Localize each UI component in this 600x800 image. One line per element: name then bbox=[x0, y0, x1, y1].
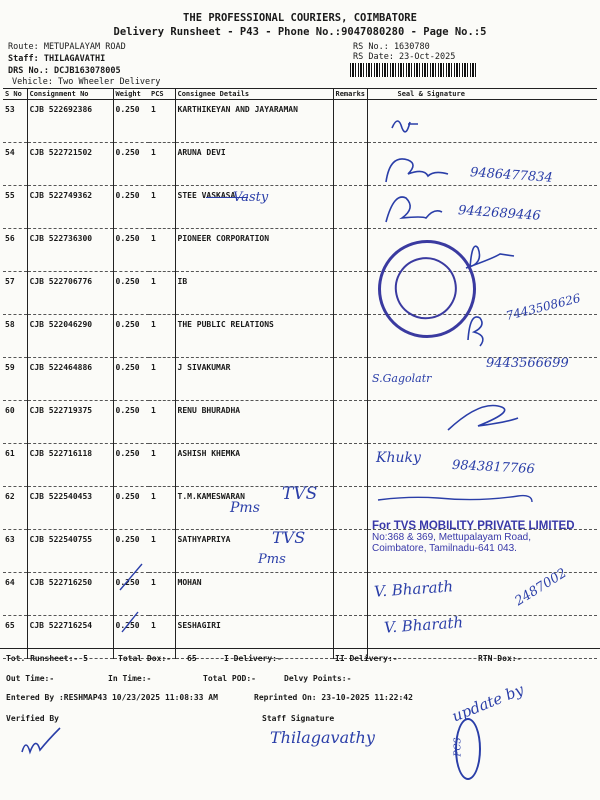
row-sno: 53 bbox=[3, 100, 27, 143]
verified-signature bbox=[22, 728, 60, 752]
stamp-line-1: For TVS MOBILITY PRIVATE LIMITED bbox=[372, 520, 575, 532]
row-pcs: 1 bbox=[149, 616, 175, 659]
row-consignee: MOHAN bbox=[175, 573, 333, 616]
phone-r54: 9486477834 bbox=[469, 165, 554, 186]
pcs-oval bbox=[455, 718, 481, 780]
in-time: In Time:- bbox=[108, 674, 152, 683]
row-weight: 0.250 bbox=[113, 487, 149, 530]
row-consignment: CJB 522706776 bbox=[27, 272, 113, 315]
row-consignee: ASHISH KHEMKA bbox=[175, 444, 333, 487]
staff-label: Staff: THILAGAVATHI bbox=[8, 54, 106, 64]
vehicle-label: Vehicle: Two Wheeler Delivery bbox=[12, 77, 161, 87]
row-consignee: IB bbox=[175, 272, 333, 315]
row-consignee: ARUNA DEVI bbox=[175, 143, 333, 186]
number-r65: 2487002 bbox=[512, 565, 570, 610]
route-label: Route: METUPALAYAM ROAD bbox=[8, 42, 126, 52]
row-weight: 0.250 bbox=[113, 530, 149, 573]
row-pcs: 1 bbox=[149, 487, 175, 530]
row-consignment: CJB 522716250 bbox=[27, 573, 113, 616]
row-pcs: 1 bbox=[149, 143, 175, 186]
phone-r61: 9843817766 bbox=[451, 457, 536, 478]
row-consignee: T.M.KAMESWARAN bbox=[175, 487, 333, 530]
row-weight: 0.250 bbox=[113, 272, 149, 315]
staff-signature: Thilagavathy bbox=[270, 728, 375, 747]
ii-delivery: II Delivery:- bbox=[335, 654, 398, 663]
row-sno: 64 bbox=[3, 573, 27, 616]
delvy-points: Delvy Points:- bbox=[284, 674, 352, 683]
phone-r55: 9442689446 bbox=[457, 203, 542, 224]
signature-r53 bbox=[392, 121, 418, 132]
row-weight: 0.250 bbox=[113, 444, 149, 487]
row-sno: 62 bbox=[3, 487, 27, 530]
total-dox-value: 65 bbox=[187, 654, 197, 663]
signature-r56 bbox=[466, 246, 514, 268]
row-pcs: 1 bbox=[149, 272, 175, 315]
rtn-dox: RTN Dox:- bbox=[478, 654, 522, 663]
row-weight: 0.250 bbox=[113, 315, 149, 358]
row-consignee: KARTHIKEYAN AND JAYARAMAN bbox=[175, 100, 333, 143]
stamp-line-2: No:368 & 369, Mettupalayam Road, bbox=[372, 532, 531, 543]
total-pod: Total POD:- bbox=[203, 674, 256, 683]
row-pcs: 1 bbox=[149, 229, 175, 272]
col-consignee: Consignee Details bbox=[175, 89, 333, 100]
row-consignee: J SIVAKUMAR bbox=[175, 358, 333, 401]
col-remarks: Remarks bbox=[333, 89, 367, 100]
row-sno: 55 bbox=[3, 186, 27, 229]
runsheet-subtitle: Delivery Runsheet - P43 - Phone No.:9047080280 - Page No.:5 bbox=[113, 26, 487, 38]
row-sno: 63 bbox=[3, 530, 27, 573]
row-consignment: CJB 522046290 bbox=[27, 315, 113, 358]
row-consignment: CJB 522540755 bbox=[27, 530, 113, 573]
rs-number: RS No.: 1630780 bbox=[353, 42, 430, 52]
signature-r62 bbox=[378, 496, 532, 502]
row-consignment: CJB 522749362 bbox=[27, 186, 113, 229]
company-stamp bbox=[372, 520, 587, 554]
row-consignment: CJB 522719375 bbox=[27, 401, 113, 444]
col-weight: Weight bbox=[113, 89, 149, 100]
row-consignment: CJB 522736300 bbox=[27, 229, 113, 272]
row-pcs: 1 bbox=[149, 358, 175, 401]
phone-r58: 7443508626 bbox=[504, 290, 582, 324]
note-r63: TVS bbox=[272, 528, 306, 547]
signature-r58 bbox=[468, 317, 483, 346]
row-weight: 0.250 bbox=[113, 186, 149, 229]
rs-date: RS Date: 23-Oct-2025 bbox=[353, 52, 456, 62]
row-sno: 56 bbox=[3, 229, 27, 272]
total-dox-label: Total Dox:- bbox=[118, 654, 171, 663]
oval-text: PCS bbox=[453, 737, 464, 757]
row-pcs: 1 bbox=[149, 100, 175, 143]
row-consignment: CJB 522540453 bbox=[27, 487, 113, 530]
row-weight: 0.250 bbox=[113, 358, 149, 401]
company-title: THE PROFESSIONAL COURIERS, COIMBATORE bbox=[183, 12, 417, 24]
row-pcs: 1 bbox=[149, 401, 175, 444]
staff-signature-label: Staff Signature bbox=[262, 714, 335, 723]
update-note: update by bbox=[449, 680, 527, 726]
row-pcs: 1 bbox=[149, 444, 175, 487]
row-weight: 0.250 bbox=[113, 401, 149, 444]
row-sno: 59 bbox=[3, 358, 27, 401]
row-weight: 0.250 bbox=[113, 100, 149, 143]
i-delivery: I Delivery:- bbox=[224, 654, 282, 663]
signature-r65: V. Bharath bbox=[383, 613, 464, 637]
note-r62: TVS bbox=[282, 484, 318, 504]
signature-r55 bbox=[386, 197, 442, 222]
row-sno: 65 bbox=[3, 616, 27, 659]
row-sno: 58 bbox=[3, 315, 27, 358]
col-sno: S No bbox=[3, 89, 27, 100]
row-consignee: SESHAGIRI bbox=[175, 616, 333, 659]
row-sno: 60 bbox=[3, 401, 27, 444]
signature-r60 bbox=[448, 406, 518, 431]
row-consignment: CJB 522721502 bbox=[27, 143, 113, 186]
phone-r59: 9443566699 bbox=[486, 356, 569, 371]
row-consignee: RENU BHURADHA bbox=[175, 401, 333, 444]
signature-r54 bbox=[386, 159, 448, 182]
row-pcs: 1 bbox=[149, 530, 175, 573]
tot-runsheet: Tot. Runsheet:- 5 bbox=[6, 654, 88, 663]
row-sno: 57 bbox=[3, 272, 27, 315]
reprinted-on: Reprinted On: 23-10-2025 11:22:42 bbox=[254, 693, 413, 702]
tick-marks bbox=[120, 564, 142, 632]
verified-by: Verified By bbox=[6, 714, 59, 723]
note-r55: Vasty bbox=[233, 190, 269, 205]
row-consignee: THE PUBLIC RELATIONS bbox=[175, 315, 333, 358]
row-weight: 0.250 bbox=[113, 573, 149, 616]
row-consignee: STEE VASKASA bbox=[175, 186, 333, 229]
row-consignee: PIONEER CORPORATION bbox=[175, 229, 333, 272]
row-consignment: CJB 522716254 bbox=[27, 616, 113, 659]
drs-number: DRS No.: DCJB163078005 bbox=[8, 66, 121, 76]
bank-seal-inner bbox=[389, 251, 463, 325]
row-sno: 54 bbox=[3, 143, 27, 186]
row-pcs: 1 bbox=[149, 315, 175, 358]
signature-r61: Khuky bbox=[376, 450, 421, 466]
name-r59: S.Gagolatr bbox=[372, 372, 432, 385]
pms-r63: Pms bbox=[258, 552, 286, 567]
out-time: Out Time:- bbox=[6, 674, 55, 683]
row-weight: 0.250 bbox=[113, 143, 149, 186]
row-weight: 0.250 bbox=[113, 616, 149, 659]
signature-r64: V. Bharath bbox=[373, 577, 454, 601]
row-sno: 61 bbox=[3, 444, 27, 487]
row-pcs: 1 bbox=[149, 573, 175, 616]
stamp-line-3: Coimbatore, Tamilnadu-641 043. bbox=[372, 543, 517, 554]
col-pcs: PCS bbox=[149, 89, 175, 100]
row-consignment: CJB 522716118 bbox=[27, 444, 113, 487]
row-consignee: SATHYAPRIYA bbox=[175, 530, 333, 573]
pms-r62: Pms bbox=[230, 500, 260, 516]
row-consignment: CJB 522464886 bbox=[27, 358, 113, 401]
row-consignment: CJB 522692386 bbox=[27, 100, 113, 143]
row-pcs: 1 bbox=[149, 186, 175, 229]
col-consignment: Consignment No bbox=[27, 89, 113, 100]
row-weight: 0.250 bbox=[113, 229, 149, 272]
entered-by: Entered By :RESHMAP43 10/23/2025 11:08:33 AM bbox=[6, 693, 218, 702]
col-seal-signature: Seal & Signature bbox=[367, 89, 597, 100]
